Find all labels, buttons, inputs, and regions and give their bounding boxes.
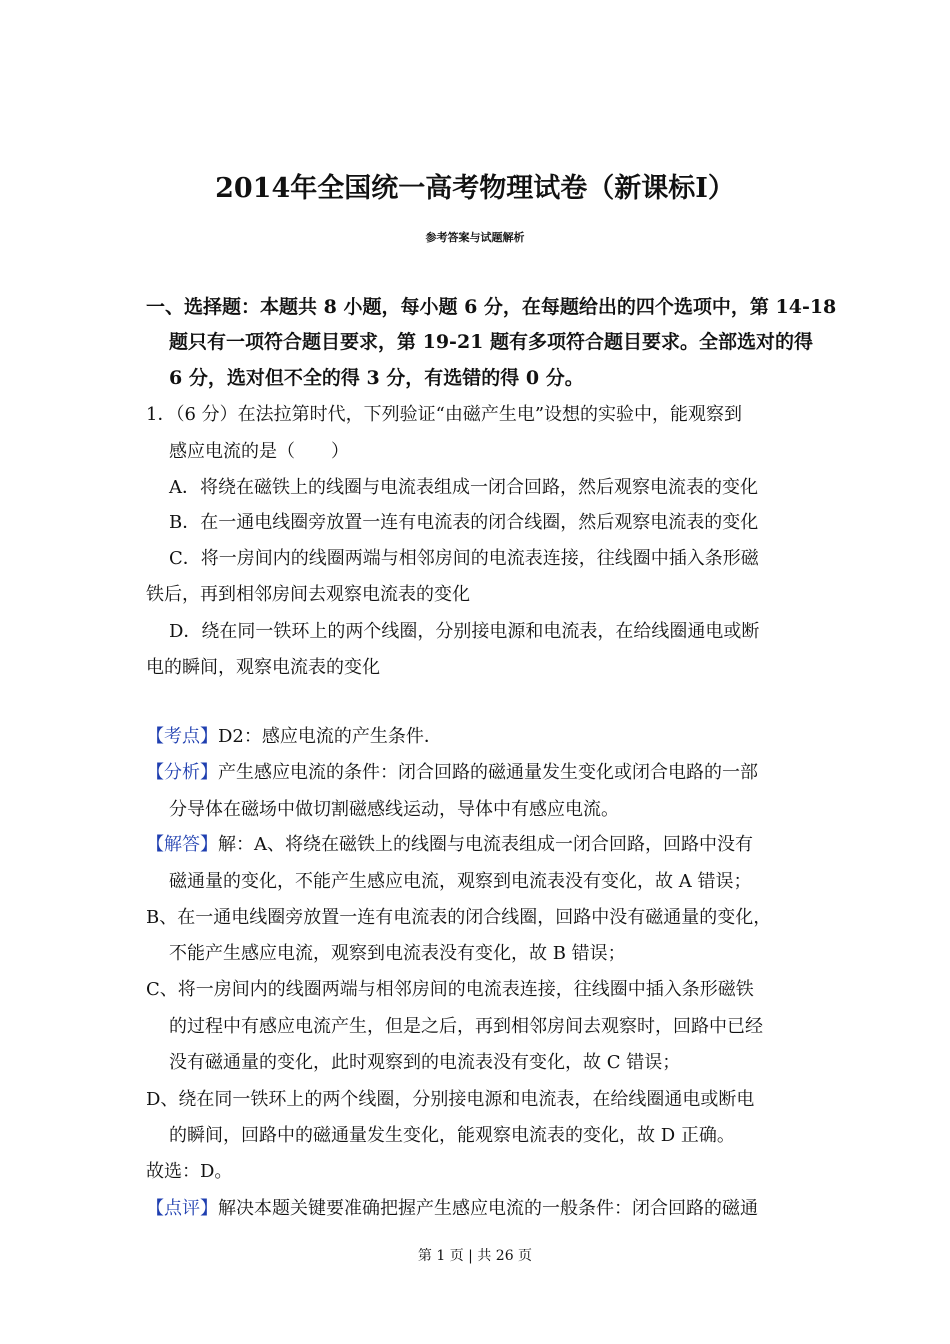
option-b: B．在一通电线圈旁放置一连有电流表的闭合线圈，然后观察电流表的变化 [169,512,759,533]
jieda-line: 不能产生感应电流，观察到电流表没有变化，故 B 错误； [169,943,626,964]
dianping-tag: 【点评】 [146,1198,218,1219]
fenxi-line: 分导体在磁场中做切割磁感线运动，导体中有感应电流。 [169,799,619,820]
option-d-continued: 电的瞬间，观察电流表的变化 [146,657,380,678]
jieda-line: B、在一通电线圈旁放置一连有电流表的闭合线圈，回路中没有磁通量的变化， [146,907,772,928]
jieda-row [146,830,753,856]
kaodian-row [146,722,442,748]
page-footer: 第 1 页 | 共 26 页 [417,1248,533,1264]
jieda-line: 没有磁通量的变化，此时观察到的电流表没有变化，故 C 错误； [169,1052,681,1073]
page-title: 2014年全国统一高考物理试卷（新课标Ⅰ） [215,173,735,204]
dianping-row [146,1194,758,1220]
jieda-line: C、将一房间内的线圈两端与相邻房间的电流表连接，往线圈中插入条形磁铁 [146,979,754,1000]
fenxi-text: 产生感应电流的条件：闭合回路的磁通量发生变化或闭合电路的一部 [218,762,758,783]
option-d: D．绕在同一铁环上的两个线圈，分别接电源和电流表，在给线圈通电或断 [169,621,760,642]
final-answer: 故选：D。 [146,1161,233,1182]
section-heading-line: 题只有一项符合题目要求，第 19-21 题有多项符合题目要求。全部选对的得 [169,331,813,353]
question-stem-line: 1．（6 分）在法拉第时代，下列验证“由磁产生电”设想的实验中，能观察到 [146,404,743,425]
option-c: C．将一房间内的线圈两端与相邻房间的电流表连接，往线圈中插入条形磁 [169,548,759,569]
kaodian-text: D2：感应电流的产生条件． [218,726,442,747]
section-heading-line: 6 分，选对但不全的得 3 分，有选错的得 0 分。 [169,367,584,389]
kaodian-tag: 【考点】 [146,726,218,747]
jieda-line: 的过程中有感应电流产生，但是之后，再到相邻房间去观察时，回路中已经 [169,1016,763,1037]
section-heading-line: 一、选择题：本题共 8 小题，每小题 6 分，在每题给出的四个选项中，第 14-18 [146,296,837,318]
jieda-line: D、绕在同一铁环上的两个线圈，分别接电源和电流表，在给线圈通电或断电 [146,1089,755,1110]
jieda-line: 的瞬间，回路中的磁通量发生变化，能观察电流表的变化，故 D 正确。 [169,1125,735,1146]
page-subtitle: 参考答案与试题解析 [425,231,525,244]
jieda-line: 磁通量的变化，不能产生感应电流，观察到电流表没有变化，故 A 错误； [169,871,752,892]
dianping-text: 解决本题关键要准确把握产生感应电流的一般条件：闭合回路的磁通 [218,1198,758,1219]
fenxi-row [146,758,758,784]
jieda-tag: 【解答】 [146,834,218,855]
option-c-continued: 铁后，再到相邻房间去观察电流表的变化 [146,584,470,605]
fenxi-tag: 【分析】 [146,762,218,783]
option-a: A．将绕在磁铁上的线圈与电流表组成一闭合回路，然后观察电流表的变化 [169,477,758,498]
question-stem-line: 感应电流的是（ ） [169,441,349,462]
jieda-text: 解：A、将绕在磁铁上的线圈与电流表组成一闭合回路，回路中没有 [218,834,753,855]
